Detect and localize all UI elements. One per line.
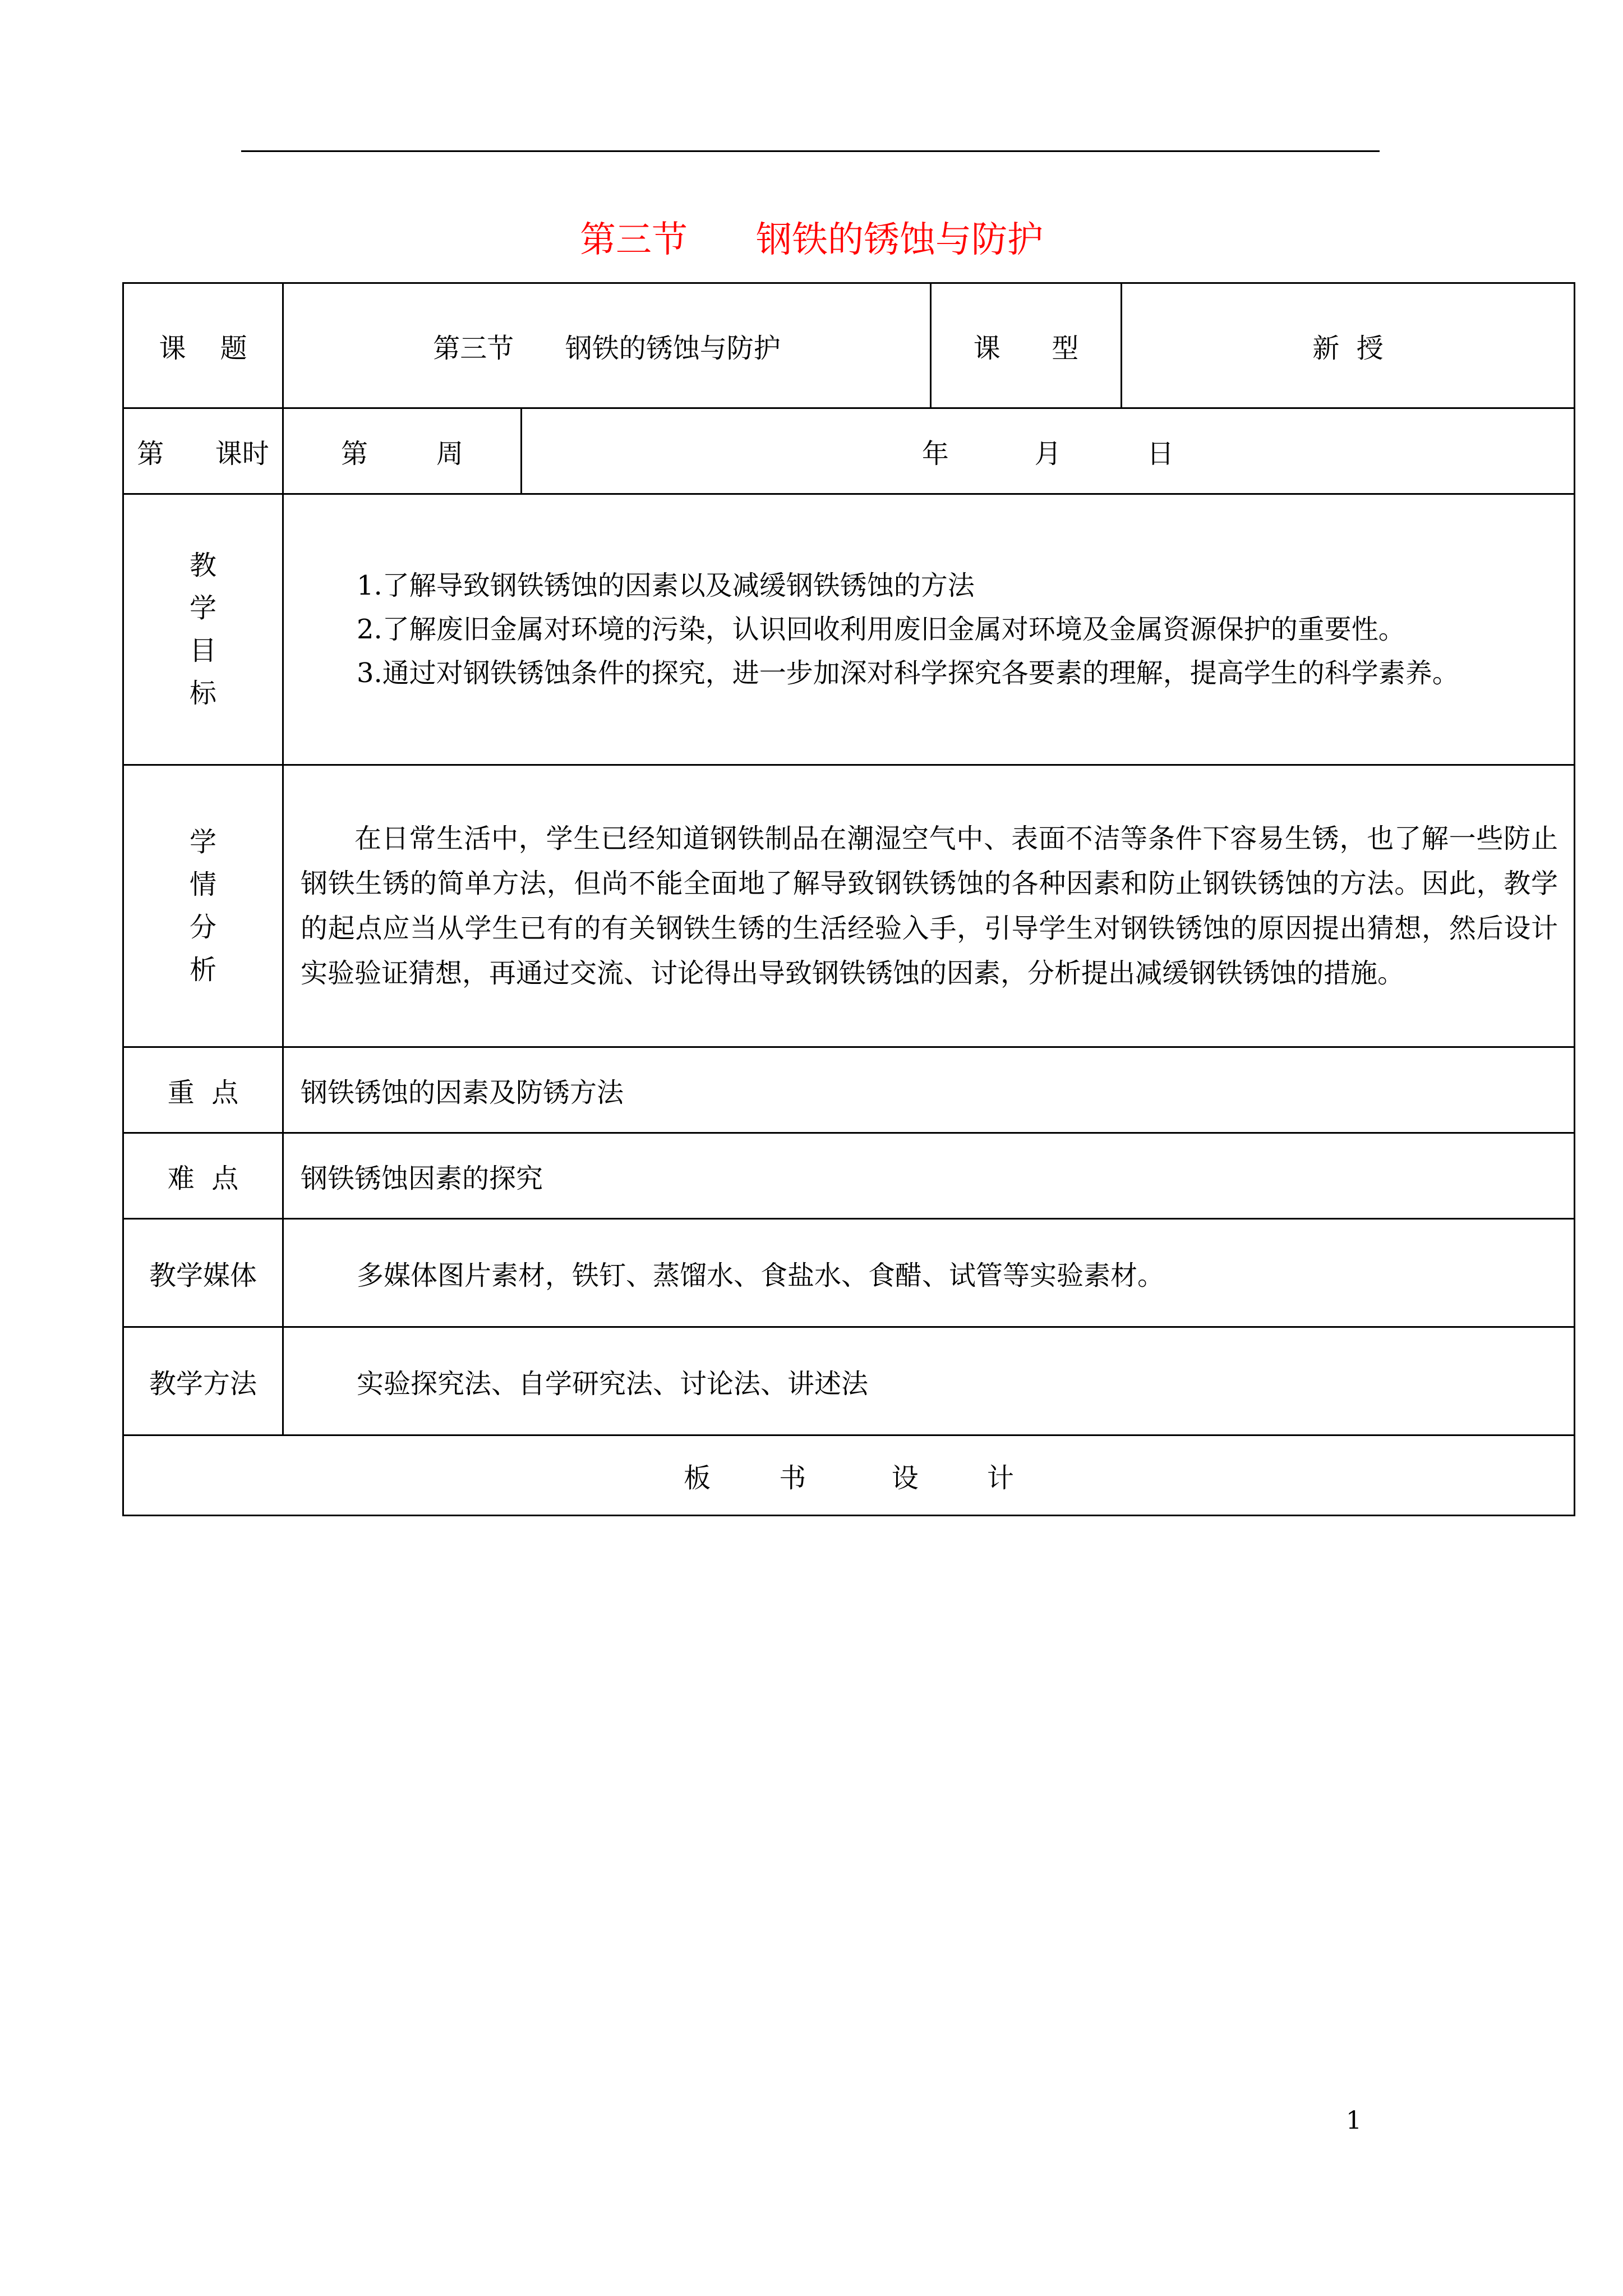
- lesson-type-value: 新 授: [1122, 283, 1575, 408]
- board-design-label: 板 书 设 计: [123, 1435, 1575, 1516]
- media-label: 教学媒体: [123, 1219, 283, 1327]
- topic-row: [123, 283, 1575, 408]
- period-label: 第 课时: [123, 408, 283, 494]
- lesson-type-label: 课 型: [931, 283, 1122, 408]
- key-point-label: 重 点: [123, 1047, 283, 1133]
- key-point-value: 钢铁锈蚀的因素及防锈方法: [283, 1047, 1575, 1133]
- document-title: 第三节 钢铁的锈蚀与防护: [579, 219, 1044, 261]
- goal-item: 3.通过对钢铁锈蚀条件的探究，进一步加深对科学探究各要素的理解，提高学生的科学素养。: [357, 657, 1459, 689]
- analysis-label-char: 分: [189, 912, 216, 943]
- page-number: 1: [1346, 2106, 1362, 2135]
- media-value: 多媒体图片素材，铁钉、蒸馏水、食盐水、食醋、试管等实验素材。: [283, 1219, 1575, 1327]
- media-row: [123, 1219, 1575, 1327]
- board-design-row: [123, 1435, 1575, 1516]
- topic-value: 第三节 钢铁的锈蚀与防护: [283, 283, 931, 408]
- goals-label: [123, 494, 283, 765]
- goals-content: [283, 494, 1575, 765]
- analysis-label: [123, 765, 283, 1047]
- analysis-row: [123, 765, 1575, 1047]
- method-label: 教学方法: [123, 1327, 283, 1435]
- schedule-row: [123, 408, 1575, 494]
- goals-row: [123, 494, 1575, 765]
- goals-label-char: 标: [189, 678, 216, 709]
- goal-item: 2.了解废旧金属对环境的污染，认识回收利用废旧金属对环境及金属资源保护的重要性。: [357, 614, 1405, 645]
- header-rule: [241, 150, 1380, 152]
- key-point-row: [123, 1047, 1575, 1133]
- difficult-point-label: 难 点: [123, 1133, 283, 1219]
- analysis-label-char: 学: [189, 826, 216, 858]
- difficult-point-value: 钢铁锈蚀因素的探究: [283, 1133, 1575, 1219]
- topic-label: 课 题: [123, 283, 283, 408]
- goal-item: 1.了解导致钢铁锈蚀的因素以及减缓钢铁锈蚀的方法: [357, 570, 975, 601]
- analysis-text: 在日常生活中，学生已经知道钢铁制品在潮湿空气中、表面不洁等条件下容易生锈，也了解一些防止钢铁生锈的简单方法，但尚不能全面地了解导致钢铁锈蚀的各种因素和防止钢铁锈蚀的方法。因此，教学的起点应当从学生已有的有关钢铁生锈的生活经验入手，引导学生对钢铁锈蚀的原因提出猜想，然后设计实验验证猜想，再通过交流、讨论得出导致钢铁锈蚀的因素，分析提出减缓钢铁锈蚀的措施。: [283, 765, 1575, 1047]
- week-label: 第 周: [283, 408, 522, 494]
- difficult-point-row: [123, 1133, 1575, 1219]
- analysis-label-char: 析: [189, 954, 216, 986]
- lesson-plan-table: [122, 282, 1575, 1516]
- analysis-label-char: 情: [189, 869, 216, 900]
- goals-label-char: 教: [189, 550, 216, 581]
- method-row: [123, 1327, 1575, 1435]
- method-value: 实验探究法、自学研究法、讨论法、讲述法: [283, 1327, 1575, 1435]
- goals-label-char: 学: [189, 592, 216, 624]
- date-label: 年 月 日: [522, 408, 1575, 494]
- goals-label-char: 目: [189, 635, 216, 666]
